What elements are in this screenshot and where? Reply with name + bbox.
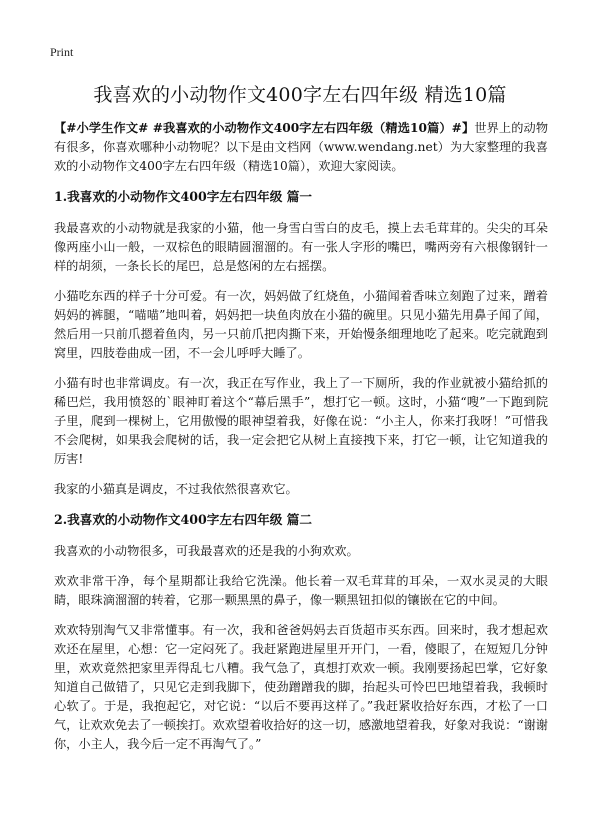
page-title: 我喜欢的小动物作文400字左右四年级 精选10篇 xyxy=(93,84,507,106)
section-2-paragraph-1: 我喜欢的小动物很多，可我最喜欢的还是我的小狗欢欢。 xyxy=(54,544,359,558)
section-heading-2: 2.我喜欢的小动物作文400字左右四年级 篇二 xyxy=(54,512,312,527)
section-1-paragraph-4: 我家的小猫真是调皮，不过我依然很喜欢它。 xyxy=(54,482,298,496)
section-2-paragraph-3: 欢欢特别淘气又非常懂事。有一次，我和爸爸妈妈去百货超市买东西。回来时，我才想起欢欢还在屋里，心想：它一定闷死了。我赶紧跑进屋里开开门，一看，傻眼了，在短短几分钟里，欢欢竟然把家里弄得乱七八糟。我气急了，真想打欢欢一顿。我刚要扬起巴掌，它好象知道自己做错了，只见它走到我脚下，使劲蹭蹭我的脚，抬起头可怜巴巴地望着我，我顿时心软了。于是，我抱起它，对它说：“以后不要再这样了。”我赶紧收拾好东西，才松了一口气，让欢欢免去了一顿挨打。欢欢望着收拾好的这一切，感激地望着我，好象对我说：“谢谢你，小主人，我今后一定不再淘气了。” xyxy=(54,623,548,751)
intro-tag: 【#小学生作文# #我喜欢的小动物作文400字左右四年级（精选10篇）#】 xyxy=(54,121,475,135)
section-1-paragraph-3: 小猫有时也非常调皮。有一次，我正在写作业，我上了一下厕所，我的作业就被小猫给抓的稀巴烂，我用愤怒的`眼神盯着这个“幕后黑手”，想打它一顿。这时，小猫“嗖”一下跑到院子里，爬到一棵树上，它用傲慢的眼神望着我，好像在说：“小主人，你来打我呀！”可惜我不会爬树，如果我会爬树的话，我一定会把它从树上直接拽下来，打它一顿，让它知道我的厉害! xyxy=(54,376,548,466)
print-link[interactable]: Print xyxy=(50,45,74,59)
section-1-paragraph-2: 小猫吃东西的样子十分可爱。有一次，妈妈做了红烧鱼，小猫闻着香味立刻跑了过来，蹭着妈妈的裤腿，“喵喵”地叫着，妈妈把一块鱼肉放在小猫的碗里。只见小猫先用鼻子闻了闻，然后用一只前爪摁着鱼肉，另一只前爪把肉撕下来，开始慢条细理地吃了起来。吃完就跑到窝里，四肢卷曲成一团，不一会儿呼呼大睡了。 xyxy=(54,289,548,360)
article-body xyxy=(54,119,548,765)
section-1-paragraph-1: 我最喜欢的小动物就是我家的小猫，他一身雪白雪白的皮毛，摸上去毛茸茸的。尖尖的耳朵像两座小山一般，一双棕色的眼睛圆溜溜的。有一张人字形的嘴巴，嘴两旁有六根像钢针一样的胡须，一条长长的尾巴，总是悠闲的左右摇摆。 xyxy=(54,221,548,273)
section-heading-1: 1.我喜欢的小动物作文400字左右四年级 篇一 xyxy=(54,189,312,204)
section-2-paragraph-2: 欢欢非常干净，每个星期都让我给它洗澡。他长着一双毛茸茸的耳朵，一双水灵灵的大眼睛，眼珠滴溜溜的转着，它那一颗黑黑的鼻子，像一颗黑钮扣似的镶嵌在它的中间。 xyxy=(54,574,548,607)
intro-paragraph xyxy=(54,119,548,176)
intro-text: 世界上的动物有很多，你喜欢哪种小动物呢？以下是由文档网（www.wendang.net）为大家整理的我喜欢的小动物作文400字左右四年级（精选10篇），欢迎大家阅读。 xyxy=(54,121,549,173)
